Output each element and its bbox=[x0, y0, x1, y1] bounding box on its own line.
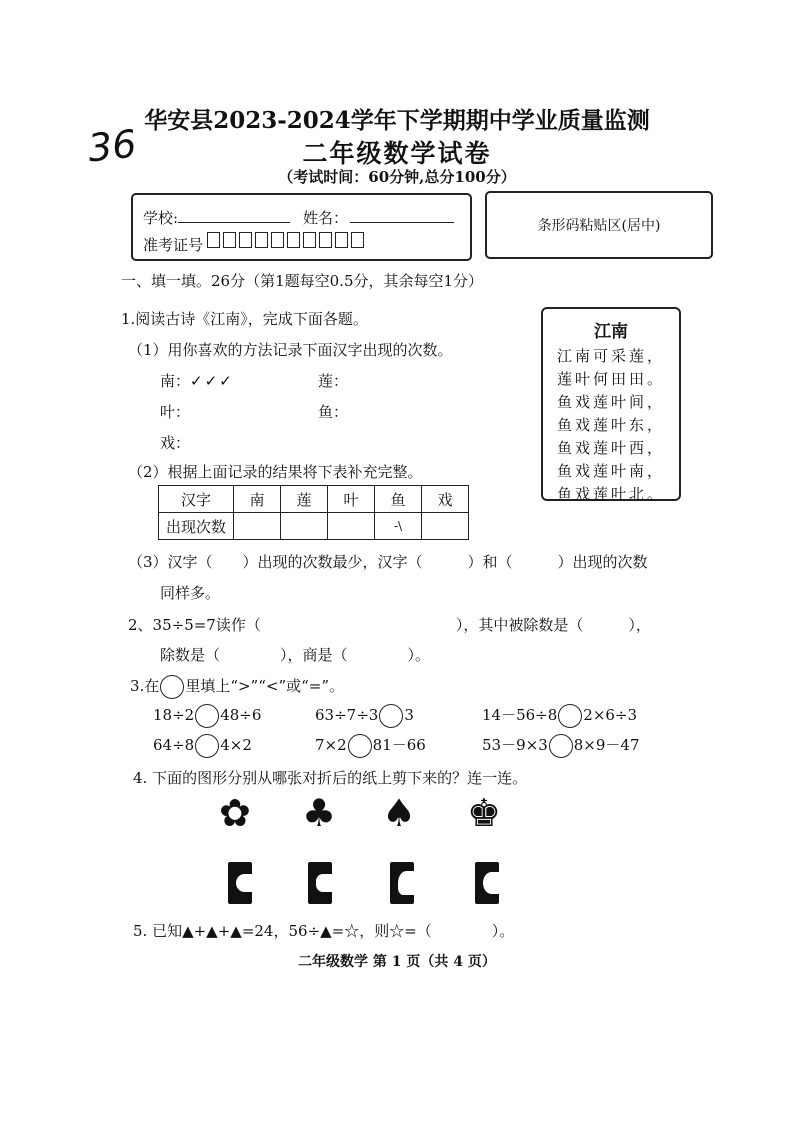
school-label: 学校: bbox=[143, 209, 179, 227]
compare-left: 7×2 bbox=[315, 736, 347, 754]
handwritten-score: 36 bbox=[85, 121, 139, 171]
compare-circle[interactable] bbox=[379, 704, 403, 728]
poem-line: 莲叶何田田。 bbox=[557, 370, 666, 388]
poem-box bbox=[541, 307, 681, 501]
q1-part3-line2: 同样多。 bbox=[160, 584, 221, 602]
tally-label: 莲： bbox=[318, 372, 349, 390]
table-cell-input[interactable] bbox=[234, 513, 281, 540]
table-header-cell: 莲 bbox=[281, 486, 328, 513]
tally-marks: ✓✓✓ bbox=[190, 372, 234, 390]
poem-line: 鱼戏莲叶南， bbox=[557, 462, 666, 480]
compare-right: 3 bbox=[404, 706, 414, 724]
compare-item bbox=[482, 704, 637, 728]
compare-circle[interactable] bbox=[549, 734, 573, 758]
compare-left: 63÷7÷3 bbox=[315, 706, 379, 724]
ticket-digit-cell[interactable] bbox=[287, 232, 300, 248]
table-cell-input[interactable] bbox=[281, 513, 328, 540]
compare-circle[interactable] bbox=[195, 734, 219, 758]
q1-part3-line1[interactable]: （3）汉字（ ）出现的次数最少，汉字（ ）和（ ）出现的次数 bbox=[128, 553, 648, 571]
tally-lian[interactable] bbox=[318, 370, 348, 391]
folded-paper-icon[interactable] bbox=[228, 862, 252, 904]
q2-line2[interactable]: 除数是（ ），商是（ ）。 bbox=[160, 646, 431, 664]
compare-left: 18÷2 bbox=[153, 706, 195, 724]
tally-label: 叶： bbox=[160, 403, 191, 421]
compare-right: 4×2 bbox=[220, 736, 252, 754]
barcode-area bbox=[485, 191, 713, 259]
poem-line: 鱼戏莲叶北。 bbox=[557, 485, 666, 503]
compare-circle[interactable] bbox=[348, 734, 372, 758]
table-header-cell: 汉字 bbox=[159, 486, 234, 513]
section1-heading: 一、填一填。26分（第1题每空0.5分，其余每空1分） bbox=[121, 272, 484, 290]
compare-circle[interactable] bbox=[558, 704, 582, 728]
poem-title: 江南 bbox=[594, 322, 628, 342]
tally-nan[interactable] bbox=[160, 370, 234, 391]
folded-paper-icon[interactable] bbox=[308, 862, 332, 904]
exam-info: （考试时间：60分钟,总分100分） bbox=[278, 168, 516, 186]
table-cell-input[interactable]: -\ bbox=[375, 513, 422, 540]
tally-yu[interactable] bbox=[318, 401, 348, 422]
ticket-digit-cell[interactable] bbox=[207, 232, 220, 248]
club-icon[interactable]: ♣ bbox=[302, 791, 337, 835]
spade-icon[interactable]: ♠ bbox=[382, 791, 417, 835]
ticket-digit-cell[interactable] bbox=[335, 232, 348, 248]
count-table bbox=[158, 485, 469, 540]
table-header-cell: 叶 bbox=[328, 486, 375, 513]
table-row-label: 出现次数 bbox=[159, 513, 234, 540]
compare-left: 14－56÷8 bbox=[482, 706, 558, 724]
ticket-digit-cell[interactable] bbox=[271, 232, 284, 248]
q4-text: 4. 下面的图形分别从哪张对折后的纸上剪下来的？连一连。 bbox=[133, 769, 528, 787]
compare-left: 64÷8 bbox=[153, 736, 195, 754]
compare-right: 48÷6 bbox=[220, 706, 262, 724]
q1-part2: （2）根据上面记录的结果将下表补充完整。 bbox=[128, 463, 423, 481]
ticket-digit-cell[interactable] bbox=[255, 232, 268, 248]
circle-icon bbox=[160, 675, 184, 699]
ticket-digit-cell[interactable] bbox=[303, 232, 316, 248]
table-cell-input[interactable] bbox=[422, 513, 469, 540]
q3-suffix: 里填上“>”“<”或“=”。 bbox=[185, 677, 345, 695]
page-footer: 二年级数学 第 1 页（共 4 页） bbox=[298, 954, 496, 970]
compare-item bbox=[482, 734, 640, 758]
ticket-digit-cell[interactable] bbox=[351, 232, 364, 248]
compare-item bbox=[153, 734, 252, 758]
compare-item bbox=[153, 704, 261, 728]
q5-text[interactable]: 5. 已知▲+▲+▲=24，56÷▲=☆，则☆=（ ）。 bbox=[133, 922, 515, 940]
name-field[interactable] bbox=[350, 222, 454, 223]
q3-instruction bbox=[130, 675, 344, 699]
tally-label: 鱼： bbox=[318, 403, 349, 421]
tally-ye[interactable] bbox=[160, 401, 190, 422]
ticket-digit-cell[interactable] bbox=[239, 232, 252, 248]
compare-item bbox=[315, 734, 426, 758]
compare-circle[interactable] bbox=[195, 704, 219, 728]
table-header-cell: 鱼 bbox=[375, 486, 422, 513]
compare-left: 53－9×3 bbox=[482, 736, 548, 754]
name-label: 姓名： bbox=[303, 209, 349, 227]
tally-xi[interactable] bbox=[160, 432, 190, 453]
poem-line: 鱼戏莲叶西， bbox=[557, 439, 666, 457]
exam-subtitle: 二年级数学试卷 bbox=[302, 139, 492, 168]
poem-line: 鱼戏莲叶东， bbox=[557, 416, 666, 434]
ticket-digit-cell[interactable] bbox=[223, 232, 236, 248]
ticket-digit-cell[interactable] bbox=[319, 232, 332, 248]
compare-right: 2×6÷3 bbox=[583, 706, 638, 724]
flower-icon[interactable]: ✿ bbox=[219, 791, 251, 835]
tally-label: 戏： bbox=[160, 434, 191, 452]
table-cell-input[interactable] bbox=[328, 513, 375, 540]
ticket-label: 准考证号 bbox=[143, 236, 204, 254]
poem-line: 鱼戏莲叶间， bbox=[557, 393, 666, 411]
table-row bbox=[159, 513, 469, 540]
q3-prefix: 3.在 bbox=[130, 677, 160, 695]
poem-line: 江南可采莲， bbox=[557, 347, 666, 365]
q2-line1[interactable]: 2、35÷5=7读作（ ），其中被除数是（ ）， bbox=[128, 616, 651, 634]
exam-title: 华安县2023-2024学年下学期期中学业质量监测 bbox=[144, 107, 650, 134]
compare-right: 81－66 bbox=[372, 736, 426, 754]
table-header-cell: 戏 bbox=[422, 486, 469, 513]
tally-label: 南： bbox=[160, 372, 191, 390]
table-header-row bbox=[159, 486, 469, 513]
q1-part1: （1）用你喜欢的方法记录下面汉字出现的次数。 bbox=[128, 341, 453, 359]
table-header-cell: 南 bbox=[234, 486, 281, 513]
q1-intro: 1.阅读古诗《江南》，完成下面各题。 bbox=[121, 310, 368, 328]
crown-icon[interactable]: ♚ bbox=[467, 791, 502, 835]
compare-item bbox=[315, 704, 414, 728]
barcode-label: 条形码粘贴区(居中) bbox=[537, 218, 661, 234]
folded-paper-icon[interactable] bbox=[475, 862, 499, 904]
compare-right: 8×9－47 bbox=[573, 736, 640, 754]
school-field[interactable] bbox=[178, 222, 290, 223]
folded-paper-icon[interactable] bbox=[390, 862, 414, 904]
